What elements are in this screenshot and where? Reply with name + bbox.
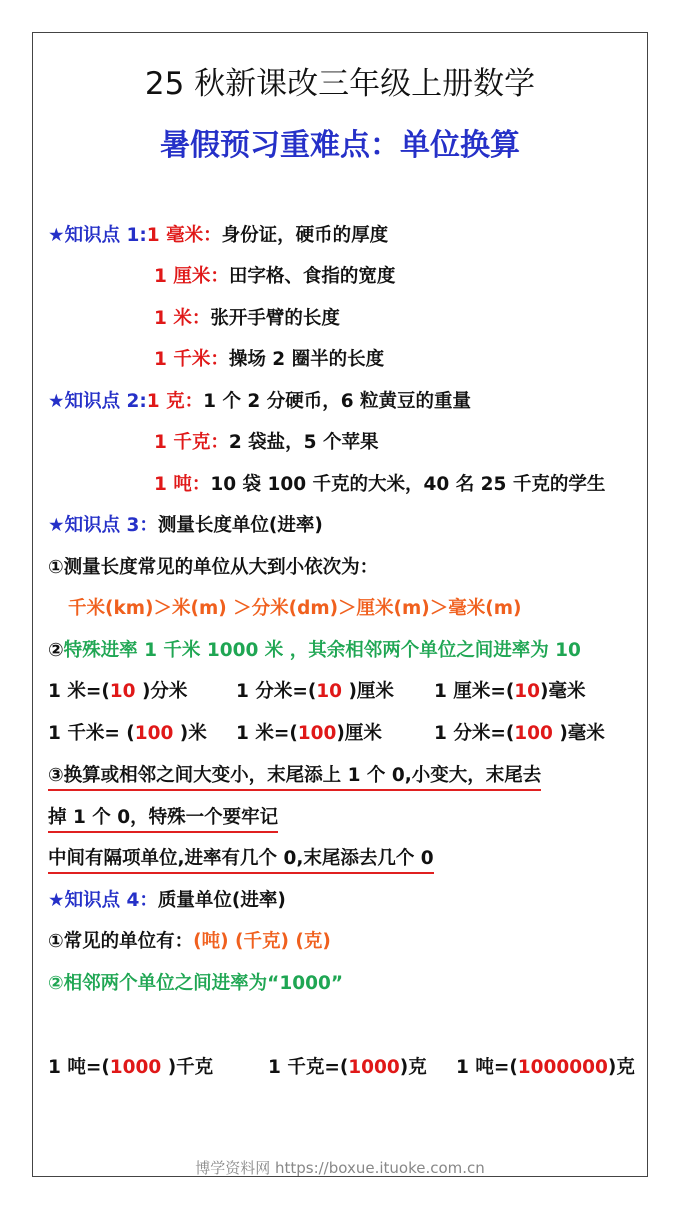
text-segment: 掉 1 个 0，特殊一个要牢记 bbox=[48, 807, 279, 828]
text-segment: )厘米 bbox=[336, 723, 382, 744]
answer-value: 1 毫米： bbox=[146, 225, 222, 246]
text-segment: )厘米 bbox=[342, 681, 394, 702]
footer-watermark: 博学资料网 https://boxue.ituoke.com.cn bbox=[195, 1159, 485, 1177]
text-segment: 操场 2 圈半的长度 bbox=[228, 349, 385, 370]
text-segment: 质量单位(进率) bbox=[157, 890, 286, 911]
text-segment: 1 千克=( bbox=[268, 1057, 349, 1078]
answer-value: 1 克： bbox=[146, 391, 204, 412]
answer-value: 1000000 bbox=[517, 1057, 608, 1078]
section-heading: ★知识点 3： bbox=[48, 515, 158, 536]
section-heading: ★知识点 4： bbox=[48, 890, 158, 911]
text-segment: )分米 bbox=[135, 681, 188, 702]
answer-value: 1000 bbox=[109, 1057, 162, 1078]
text-segment: 千米(km)＞米(m) ＞分米(dm)＞厘米(m)＞毫米(m) bbox=[68, 598, 522, 619]
answer-value: 100 bbox=[514, 723, 553, 744]
text-segment-group bbox=[48, 389, 471, 415]
text-segment-group bbox=[48, 513, 323, 539]
text-segment: 1 个 2 分硬币，6 粒黄豆的重量 bbox=[203, 391, 472, 412]
text-segment: )米 bbox=[173, 723, 207, 744]
text-segment: )毫米 bbox=[552, 723, 605, 744]
answer-value: 100 bbox=[297, 723, 337, 744]
equation bbox=[236, 721, 382, 747]
text-segment-group bbox=[48, 555, 378, 581]
text-segment-group bbox=[48, 846, 434, 874]
text-segment: 1 厘米=( bbox=[434, 681, 515, 702]
text-segment-group bbox=[48, 971, 343, 997]
text-segment-group bbox=[154, 472, 605, 498]
equation bbox=[48, 1055, 213, 1081]
text-segment: 中间有隔项单位,进率有几个 0,末尾添去几个 0 bbox=[48, 848, 434, 869]
text-segment: 1 米=( bbox=[48, 681, 110, 702]
text-segment-group bbox=[48, 638, 581, 664]
text-segment: ③换算或相邻之间大变小，末尾添上 1 个 0,小变大，末尾去 bbox=[48, 765, 542, 786]
text-segment: 身份证，硬币的厚度 bbox=[221, 225, 389, 246]
text-segment: ② bbox=[48, 640, 64, 661]
text-segment: 1 分米=( bbox=[236, 681, 317, 702]
document-subtitle: 暑假预习重难点：单位换算 bbox=[160, 128, 520, 163]
answer-value: 10 bbox=[109, 681, 136, 702]
text-segment: )千克 bbox=[161, 1057, 214, 1078]
equation bbox=[236, 679, 394, 705]
text-segment: )克 bbox=[399, 1057, 427, 1078]
text-segment: 1 米=( bbox=[236, 723, 298, 744]
answer-value: 1 吨： bbox=[154, 474, 211, 495]
text-segment: 测量长度单位(进率) bbox=[157, 515, 323, 536]
answer-value: 1000 bbox=[348, 1057, 400, 1078]
text-segment: )毫米 bbox=[540, 681, 586, 702]
text-segment-group bbox=[154, 347, 384, 373]
text-segment-group bbox=[48, 223, 388, 249]
answer-value: 1 千米： bbox=[154, 349, 229, 370]
text-segment-group bbox=[48, 763, 541, 791]
text-segment: ②相邻两个单位之间进率为“1000” bbox=[48, 973, 343, 994]
text-segment-group bbox=[48, 888, 286, 914]
section-heading: ★知识点 2: bbox=[48, 391, 147, 412]
text-segment: 1 吨=( bbox=[456, 1057, 518, 1078]
document-title: 25 秋新课改三年级上册数学 bbox=[144, 66, 536, 102]
equation bbox=[434, 679, 586, 705]
text-segment: 张开手臂的长度 bbox=[210, 308, 340, 329]
text-segment: 1 分米=( bbox=[434, 723, 515, 744]
equation bbox=[48, 679, 187, 705]
equation bbox=[456, 1055, 635, 1081]
text-segment: 1 吨=( bbox=[48, 1057, 110, 1078]
text-segment-group bbox=[154, 430, 378, 456]
answer-value: 1 厘米： bbox=[154, 266, 229, 287]
equation bbox=[268, 1055, 427, 1081]
text-segment-group bbox=[154, 306, 340, 332]
text-segment: 2 袋盐，5 个苹果 bbox=[228, 432, 379, 453]
answer-value: 100 bbox=[134, 723, 174, 744]
text-segment: 特殊进率 1 千米 1000 米 ，其余相邻两个单位之间进率为 10 bbox=[63, 640, 581, 661]
answer-value: 10 bbox=[514, 681, 541, 702]
section-heading: ★知识点 1: bbox=[48, 225, 147, 246]
text-segment: ①测量长度常见的单位从大到小依次为： bbox=[48, 557, 379, 578]
text-segment: ①常见的单位有： bbox=[48, 931, 194, 952]
answer-value: 10 bbox=[316, 681, 343, 702]
text-segment-group bbox=[48, 805, 278, 833]
equation bbox=[48, 721, 207, 747]
answer-value: 1 千克： bbox=[154, 432, 229, 453]
text-segment-group bbox=[48, 929, 331, 955]
answer-value: 1 米： bbox=[154, 308, 211, 329]
text-segment: 田字格、食指的宽度 bbox=[228, 266, 396, 287]
text-segment: (吨) (千克) (克) bbox=[193, 931, 331, 952]
text-segment: 1 千米= ( bbox=[48, 723, 135, 744]
text-segment: )克 bbox=[607, 1057, 635, 1078]
text-segment: 10 袋 100 千克的大米，40 名 25 千克的学生 bbox=[210, 474, 606, 495]
text-segment-group bbox=[68, 596, 521, 622]
equation bbox=[434, 721, 605, 747]
text-segment-group bbox=[154, 264, 395, 290]
